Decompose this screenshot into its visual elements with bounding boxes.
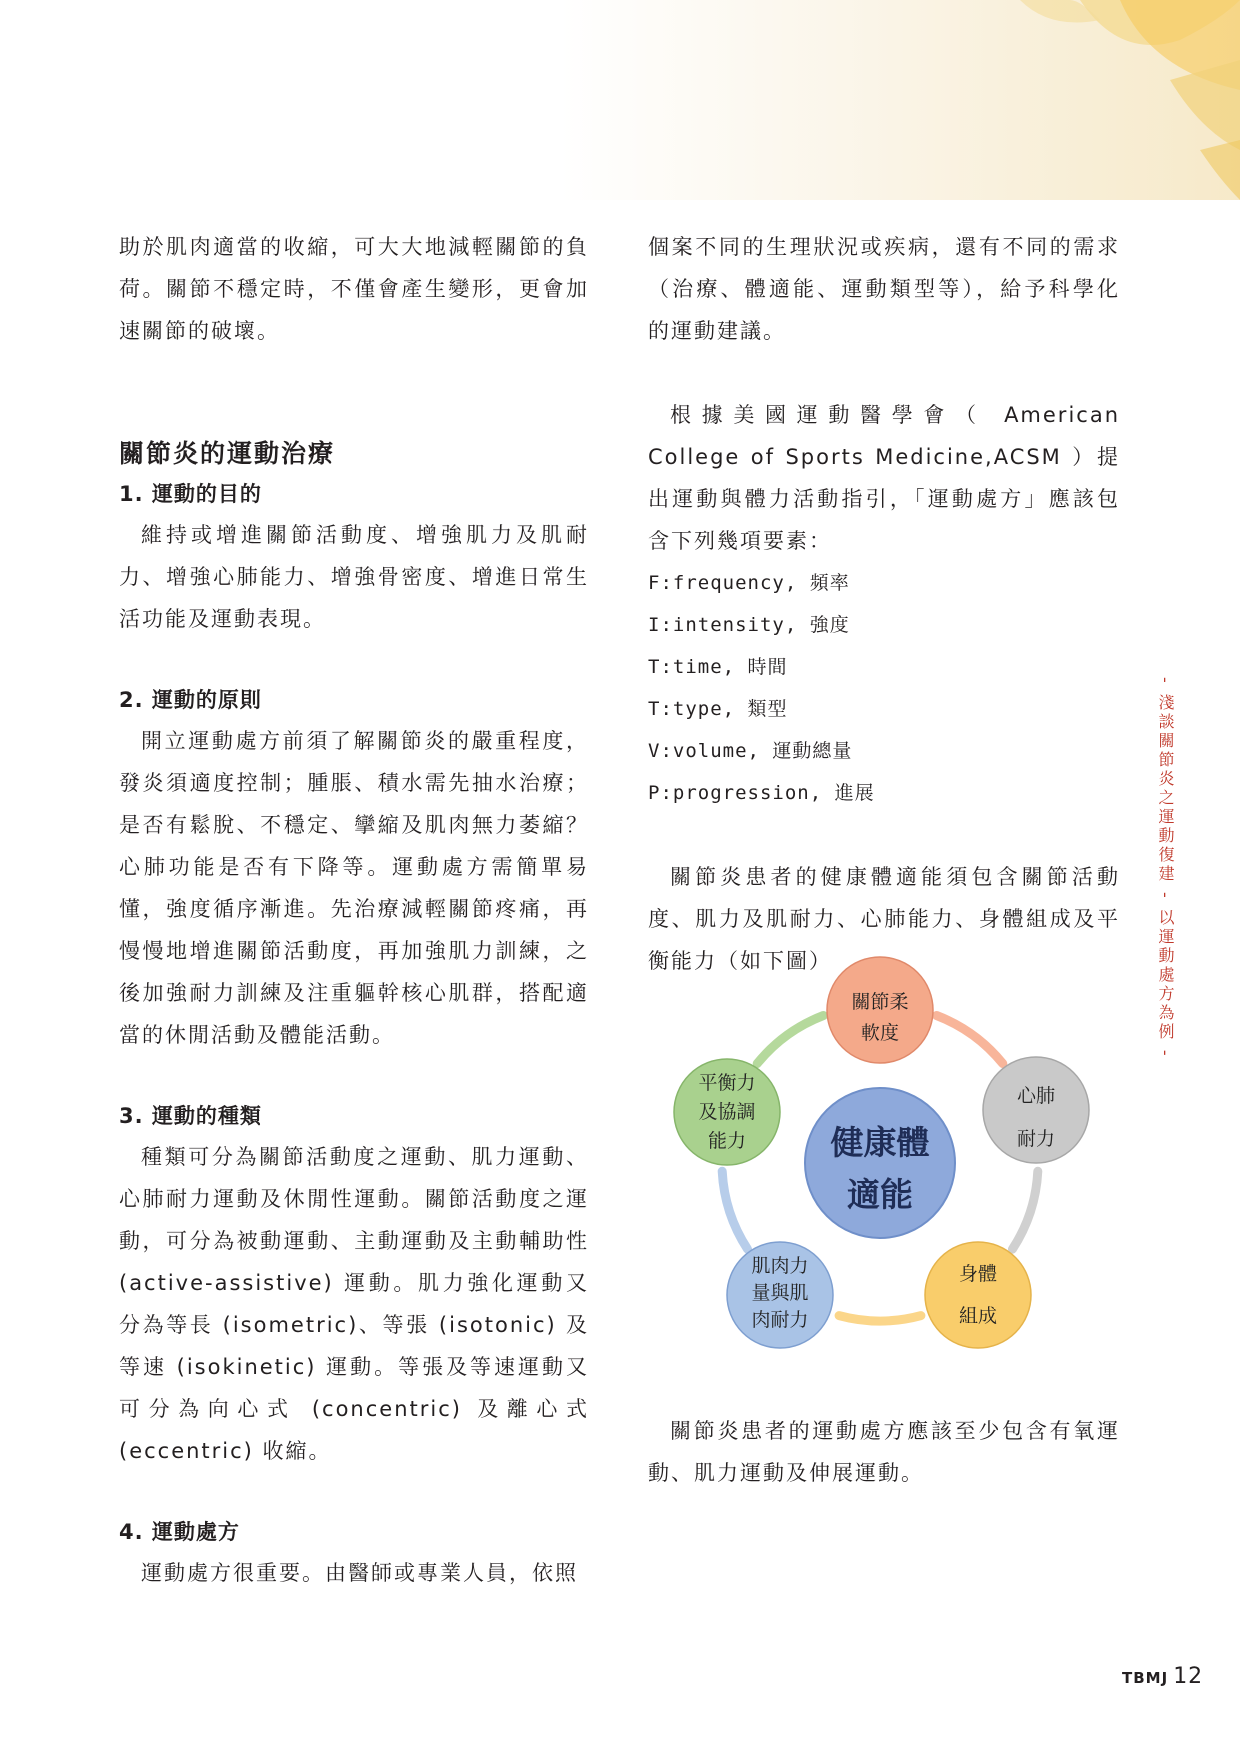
node-balance-coordination-line3: 能力 <box>707 1130 747 1152</box>
fitt-item-type: T:type, 類型 <box>648 698 788 720</box>
prescription-paragraph: 運動處方很重要。由醫師或專業人員，依照 <box>141 1561 578 1585</box>
side-running-title: - 淺談關節炎之運動復建 - 以運動處方為例 - <box>1156 677 1175 1059</box>
subsection-title-purpose: 1. 運動的目的 <box>119 482 262 506</box>
diagram-arc-0 <box>937 1016 1003 1064</box>
node-muscle-strength <box>727 1242 833 1348</box>
ginkgo-leaves-decoration <box>820 0 1240 200</box>
node-cardio-endurance-line1: 心肺 <box>1016 1085 1056 1107</box>
node-cardio-endurance <box>983 1057 1089 1163</box>
diagram-arc-1 <box>1013 1171 1038 1249</box>
journal-name: TBMJ <box>1122 1669 1169 1687</box>
fitt-item-volume: V:volume, 運動總量 <box>648 740 853 762</box>
fitness-paragraph: 關節炎患者的健康體適能須包含關節活動度、肌力及肌耐力、心肺能力、身體組成及平衡能力（如下圖） <box>648 865 1120 973</box>
node-balance-coordination <box>674 1059 780 1165</box>
diagram-arc-2 <box>839 1316 921 1321</box>
node-muscle-strength-line2: 量與肌 <box>751 1282 809 1304</box>
intro-paragraph: 助於肌肉適當的收縮，可大大地減輕關節的負荷。關節不穩定時，不僅會產生變形，更會加速關節的破壞。 <box>119 235 589 343</box>
types-paragraph: 種類可分為關節活動度之運動、肌力運動、心肺耐力運動及休閒性運動。關節活動度之運動，可分為被動運動、主動運動及主動輔助性 (active-assistive) 運動。肌力強化運動又分為等長 (isometric)、等張 (isotonic) 及等速 (isokinetic) 運動。等張及等速運動又可分為向心式 (concentric) 及離心式 (eccentric) 收縮。 <box>119 1145 589 1463</box>
node-muscle-strength-line1: 肌肉力 <box>751 1255 809 1277</box>
node-body-composition-line2: 組成 <box>958 1305 998 1327</box>
fitt-item-intensity: I:intensity, 強度 <box>648 614 850 636</box>
node-balance-coordination-line2: 及協調 <box>698 1101 756 1123</box>
subsection-title-prescription: 4. 運動處方 <box>119 1520 240 1544</box>
continued-paragraph: 個案不同的生理狀況或疾病，還有不同的需求（治療、體適能、運動類型等），給予科學化的運動建議。 <box>648 235 1120 343</box>
node-joint-flexibility-line1: 關節柔 <box>851 991 909 1013</box>
node-muscle-strength-line3: 肉耐力 <box>751 1309 809 1331</box>
principles-paragraph: 開立運動處方前須了解關節炎的嚴重程度，發炎須適度控制；腫脹、積水需先抽水治療；是否有鬆脫、不穩定、攣縮及肌肉無力萎縮？心肺功能是否有下降等。運動處方需簡單易懂，強度循序漸進。先治療減輕關節疼痛，再慢慢地增進關節活動度，再加強肌力訓練，之後加強耐力訓練及注重軀幹核心肌群，搭配適當的休閒活動及體能活動。 <box>119 729 589 1047</box>
center-circle <box>805 1088 955 1238</box>
fitt-item-progression: P:progression, 進展 <box>648 782 875 804</box>
node-joint-flexibility-line2: 軟度 <box>860 1022 900 1044</box>
diagram-arc-3 <box>722 1171 747 1249</box>
acsm-paragraph: 根據美國運動醫學會（ American College of Sports Medicine,ACSM ）提出運動與體力活動指引，「運動處方」應該包含下列幾項要素： <box>648 403 1120 553</box>
node-body-composition <box>925 1242 1031 1348</box>
node-joint-flexibility <box>827 957 933 1063</box>
fitt-item-time: T:time, 時間 <box>648 656 788 678</box>
node-cardio-endurance-line2: 耐力 <box>1016 1128 1056 1150</box>
node-body-composition-line1: 身體 <box>958 1263 998 1285</box>
node-balance-coordination-line1: 平衡力 <box>698 1072 756 1094</box>
final-paragraph: 關節炎患者的運動處方應該至少包含有氧運動、肌力運動及伸展運動。 <box>648 1419 1120 1485</box>
purpose-paragraph: 維持或增進關節活動度、增強肌力及肌耐力、增強心肺能力、增強骨密度、增進日常生活功能及運動表現。 <box>119 523 589 631</box>
center-label-line2: 適能 <box>847 1175 913 1214</box>
center-label-line1: 健康體 <box>830 1123 930 1162</box>
page-footer <box>1122 1664 1203 1689</box>
subsection-title-principles: 2. 運動的原則 <box>119 688 262 712</box>
fitness-diagram <box>660 940 1100 1360</box>
section-title: 關節炎的運動治療 <box>119 439 336 468</box>
subsection-title-types: 3. 運動的種類 <box>119 1104 262 1128</box>
page-number: 12 <box>1173 1664 1204 1689</box>
fitt-item-frequency: F:frequency, 頻率 <box>648 572 850 594</box>
diagram-arc-4 <box>757 1016 823 1064</box>
left-column <box>119 226 589 1594</box>
